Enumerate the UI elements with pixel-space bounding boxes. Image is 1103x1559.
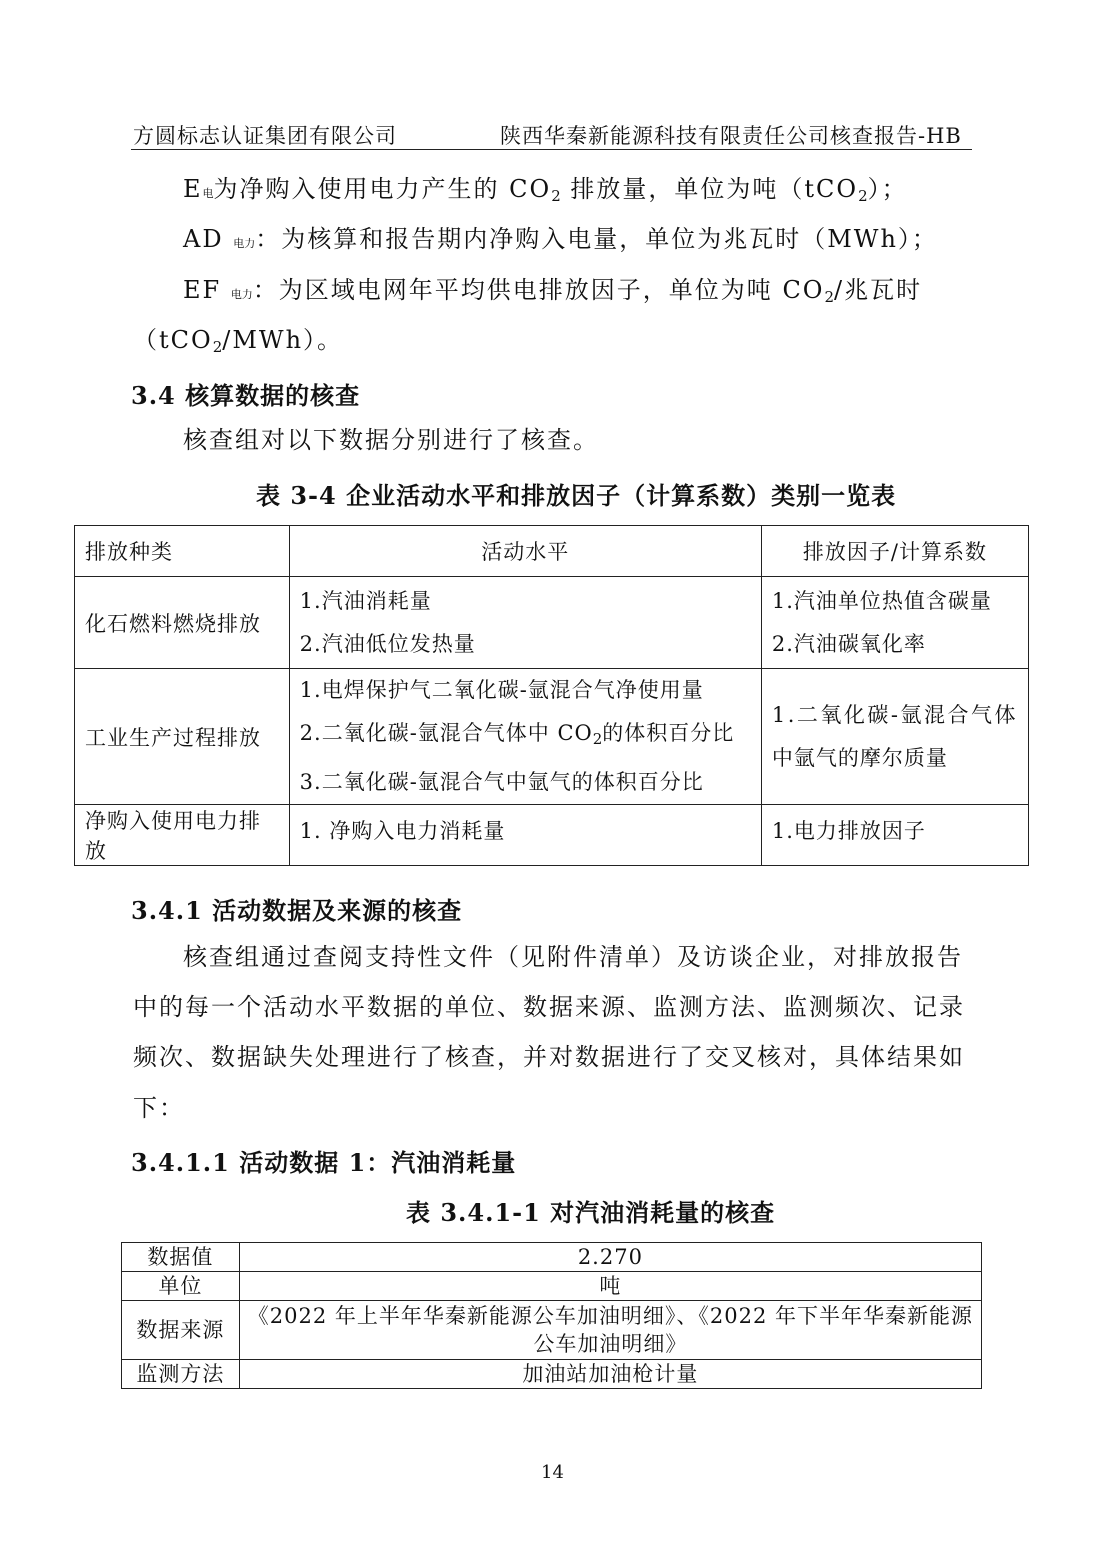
definition-ad: AD 电力：为核算和报告期内净购入电量，单位为兆瓦时（MWh）； [183,225,938,253]
table-3-4-caption: 表 3-4 企业活动水平和排放因子（计算系数）类别一览表 [256,481,897,510]
table-3-4 [74,525,1029,866]
list-item: 3.二氧化碳-氩混合气中氩气的体积百分比 [299,770,704,794]
paragraph-line: 核查组通过查阅支持性文件（见附件清单）及访谈企业，对排放报告 [183,943,963,971]
table-header-cell: 排放因子/计算系数 [761,526,1028,577]
list-item: 1.电力排放因子 [771,819,926,843]
table-row [122,1301,982,1360]
section-heading-3-4: 3.4 核算数据的核查 [131,381,361,410]
paragraph-line: 中的每一个活动水平数据的单位、数据来源、监测方法、监测频次、记录 [133,993,965,1021]
section-heading-3-4-1-1: 3.4.1.1 活动数据 1：汽油消耗量 [131,1148,517,1177]
list-item: 1. 净购入电力消耗量 [299,819,506,843]
table-row [122,1360,982,1389]
table-value-cell: 2.270 [239,1243,981,1272]
table-cell-factor [761,577,1028,669]
table-key-cell: 数据来源 [122,1301,240,1360]
table-3-4-1-1-caption: 表 3.4.1-1 对汽油消耗量的核查 [406,1198,776,1227]
table-header-cell: 排放种类 [75,526,290,577]
table-cell-factor [761,669,1028,805]
table-cell-kind: 净购入使用电力排放 [75,805,290,866]
table-key-cell: 监测方法 [122,1360,240,1389]
table-row [122,1243,982,1272]
header-divider [131,149,972,150]
table-row [75,669,1029,805]
table-key-cell: 数据值 [122,1243,240,1272]
definition-e: E电为净购入使用电力产生的 CO2 排放量，单位为吨（tCO2）； [183,175,908,205]
table-3-4-1-1 [121,1242,982,1389]
table-row [75,805,1029,866]
paragraph-line: 频次、数据缺失处理进行了核查，并对数据进行了交叉核对，具体结果如 [133,1043,965,1071]
table-value-cell: 加油站加油枪计量 [239,1360,981,1389]
table-value-cell: 吨 [239,1272,981,1301]
table-cell-activity [289,805,761,866]
list-item: 2.二氧化碳-氩混合气体中 CO2的体积百分比 [299,721,735,748]
list-item: 1.二氧化碳-氩混合气体 [771,702,1018,727]
header-report-title: 陕西华秦新能源科技有限责任公司核查报告-HB [500,124,962,148]
table-key-cell: 单位 [122,1272,240,1301]
table-row [75,577,1029,669]
table-cell-activity [289,669,761,805]
list-item: 中氩气的摩尔质量 [771,745,948,770]
table-cell-factor [761,805,1028,866]
list-item: 1.汽油消耗量 [299,588,432,613]
list-item: 1.电焊保护气二氧化碳-氩混合气净使用量 [299,678,704,702]
definition-ef-unit: （tCO2/MWh）。 [133,326,344,356]
section-3-4-intro: 核查组对以下数据分别进行了核查。 [183,426,599,454]
table-value-cell [239,1301,981,1360]
table-cell-activity [289,577,761,669]
table-cell-kind: 化石燃料燃烧排放 [75,577,290,669]
list-item: 《2022 年上半年华秦新能源公车加油明细》、《2022 年下半年华秦新能源 [247,1304,973,1328]
list-item: 2.汽油碳氧化率 [771,631,926,656]
list-item: 公车加油明细》 [533,1332,688,1356]
table-row [122,1272,982,1301]
paragraph-line: 下： [133,1094,185,1122]
definition-ef: EF 电力：为区域电网年平均供电排放因子，单位为吨 CO2/兆瓦时 [183,276,923,306]
page-number: 14 [541,1462,564,1483]
table-cell-kind: 工业生产过程排放 [75,669,290,805]
table-header-cell: 活动水平 [289,526,761,577]
list-item: 1.汽油单位热值含碳量 [771,588,992,613]
header-company: 方圆标志认证集团有限公司 [133,124,397,148]
list-item: 2.汽油低位发热量 [299,631,476,656]
table-header-row [75,526,1029,577]
section-heading-3-4-1: 3.4.1 活动数据及来源的核查 [131,896,463,925]
